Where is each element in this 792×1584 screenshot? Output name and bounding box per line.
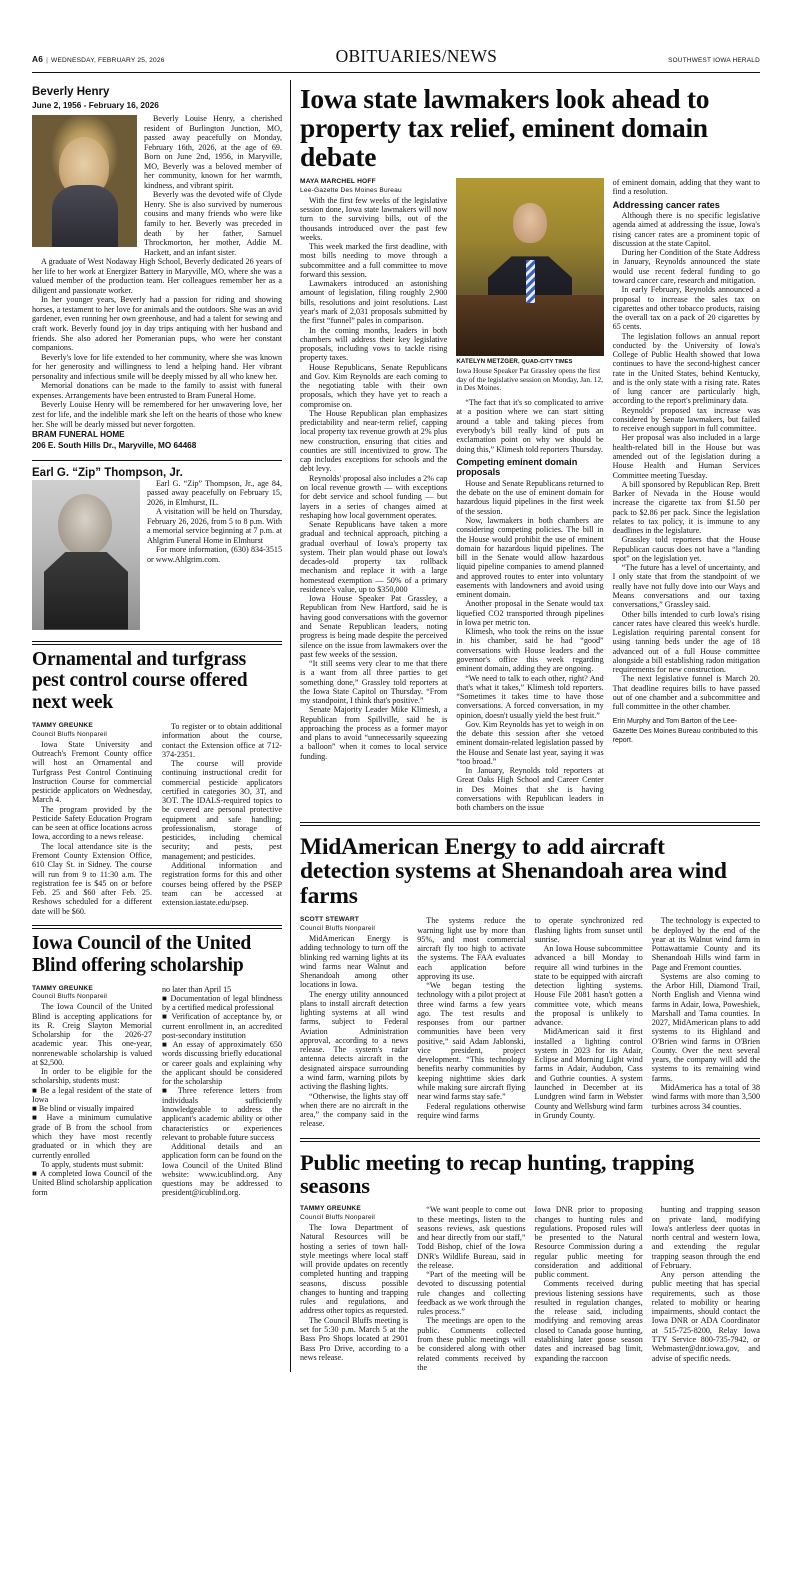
lead-col-2: [456, 178, 603, 813]
obit-paragraph: A graduate of West Nodaway High School, Beverly dedicated 26 years of her life to her work at Energizer Battery in Maryville, MO, where she was a valued member of the production team. Her colleagues remember her as a diligent and passionate worker.: [32, 257, 282, 295]
story-iowa-council-blind: [32, 933, 282, 1198]
story-paragraph: Federal regulations otherwise require wind farms: [417, 1101, 526, 1120]
byline: [300, 1205, 408, 1223]
story-paragraph: During her Condition of the State Address in January, Reynolds announced the state would use recent federal funding to go toward cancer care, research and mitigation.: [612, 248, 760, 285]
lead-col-1: [300, 178, 447, 813]
story-paragraph: The systems reduce the warning light use by more than 95%, and most commercial aircraft fly too high to activate the systems. The FAA evaluates each application before approving its use.: [417, 916, 526, 981]
story-paragraph: The legislation follows an annual report conducted by the University of Iowa's College of Public Health showed that Iowa continues to have the second-highest cancer rate in the United States, behind Kentucky, and is the only state with a rising rate. Rates of lung cancer are particularly high, according to the report's preliminary data.: [612, 331, 760, 406]
contributor-note: Erin Murphy and Tom Barton of the Lee-Gazette Des Moines Bureau contributed to this report.: [612, 718, 758, 744]
story-paragraph: Gov. Kim Reynolds has yet to weigh in on the debate this session after she vetoed eminent domain-related legislation passed by the House and Senate last year, saying it was “too broad.”: [456, 719, 604, 766]
story-paragraph: to operate synchronized red flashing lights from sunset until sunrise.: [534, 916, 643, 944]
story-bullet: ■ Verification of acceptance by, or current enrollment in, an accredited post-secondary institution: [162, 1012, 282, 1040]
story-paragraph: Additional details and an application form can be found on the Iowa Council of the United Blind website: www.icublind.org. Any questions may be addressed to president@icublind.org.: [162, 1142, 282, 1198]
story-paragraph: Reynolds' proposal also includes a 2% cap on local revenue growth — with exceptions for debt service and school funding — but layers in a series of changes aimed at reshaping how local government operates.: [300, 473, 448, 520]
mid-col-1: [300, 916, 408, 1128]
story-paragraph: “Otherwise, the lights stay off when there are no aircraft in the area,” the company said in the release.: [300, 1091, 409, 1129]
bottom-col-2: [417, 1205, 525, 1372]
story-paragraph: Comments received during previous listening sessions have resulted in regulation changes, the release said, including modifying and removing areas closed to Canada goose hunting, establishing later goose season dates and increased bag limit, expanding the raccoon: [534, 1279, 643, 1363]
story-paragraph: “The future has a level of uncertainty, and I only state that from the standpoint of we really have not fully dove into our Ways and Means conversations and our taxing conversations,” Grassley said.: [612, 563, 760, 610]
story-bullet: ■ An essay of approximately 650 words discussing briefly educational or career goals and explaining why the applicant should be considered for the scholarship: [162, 1040, 282, 1087]
story-paragraph: This week marked the first deadline, with most bills needing to move through a subcommittee and a full committee to move forward this session.: [300, 242, 448, 279]
story-headline: Iowa Council of the United Blind offering scholarship: [32, 932, 252, 976]
story-paragraph: The meetings are open to the public. Comments collected from these public meetings will be considered along with other related comments received by the: [417, 1316, 526, 1372]
story-paragraph: “We want people to come out to these meetings, listen to the seasons reviews, ask questions and hear directly from our staff,” Todd Bishop, chief of the Iowa DNR's Wildlife Bureau, said in the release.: [417, 1205, 526, 1270]
story-paragraph: The energy utility announced plans to install aircraft detection lighting systems at all wind farms, subject to Federal Aviation Administration approval, according to a news release. The system's radar antenna detects aircraft in the designated airspace surrounding a wind farm, warning pilots by activing the flashing lights.: [300, 989, 409, 1092]
story-paragraph: Klimesh, who took the reins on the issue in his chamber, said he had “good” conversations with House leaders and the governor's office this week regarding eminent domain, adding they are ongoing.: [456, 627, 604, 674]
story-paragraph: of eminent domain, adding that they want to find a resolution.: [612, 178, 760, 197]
story-bullet: ■ Be a legal resident of the state of Iowa: [32, 1085, 152, 1104]
story-paragraph: “We need to talk to each other, right? And that's what it takes,” Klimesh told reporters. “Sometimes it takes time to have those conversations. A forced conversation, in my opinion, doesn't usually yield the best fruit.”: [456, 673, 604, 720]
byline-source: Council Bluffs Nonpareil: [300, 925, 376, 933]
story-paragraph: In the coming months, leaders in both chambers will address their key legislative proposals, including vows to tackle rising property taxes.: [300, 325, 448, 363]
photo-credit-org: QUAD-CITY TIMES: [521, 359, 573, 365]
story-paragraph: With the first few weeks of the legislative session done, Iowa state lawmakers will now turn to the surviving bills, out of the thousands introduced over the past few weeks.: [300, 195, 448, 242]
story-paragraph: MidAmerican said it first installed a lighting control system in 2023 for its Adair, Eclipse and Morning Light wind farms in Adair, Audubon, Cass and Guthrie counties. A system launched in December at its Lundgren wind farm in Webster County and Wellsburg wind farm in Grundy County.: [534, 1027, 643, 1120]
obit-divider: [32, 460, 282, 461]
story-paragraph: “The fact that it's so complicated to arrive at a position where we can start sitting around a table and taking pieces from everybody's bill really kind of puts an exclamation point on why we should be doing this,” Klimesh told reporters Thursday.: [456, 398, 604, 454]
right-column: [300, 80, 760, 1372]
story-paragraph: In order to be eligible for the scholarship, students must:: [32, 1067, 152, 1086]
bottom-col-1: [300, 1205, 408, 1372]
byline-source: Council Bluffs Nonpareil: [32, 730, 108, 738]
obit-portrait-photo: [32, 115, 137, 247]
story-midamerican-energy: [300, 835, 760, 1129]
story-bullet: ■ Documentation of legal blindness by a certified medical professional: [162, 993, 282, 1013]
mid-col-3: [535, 916, 643, 1128]
column-divider: [290, 80, 291, 1372]
story-paragraph: “Part of the meeting will be devoted to discussing potential rule changes and collecting feedback as we work through the rules process.”: [417, 1270, 526, 1317]
lead-headline: Iowa state lawmakers look ahead to property tax relief, eminent domain debate: [300, 83, 710, 172]
story-paragraph: The Iowa Council of the United Blind is accepting applications for its R. Creig Slayton Memorial Scholarship for the 2026-27 academic year. This one-year, nonrenewable scholarship is valued at $2,500.: [32, 1002, 152, 1067]
story-bullet: ■ A completed Iowa Council of the United Blind scholarship application form: [32, 1169, 152, 1197]
story-paragraph: Iowa DNR prior to proposing changes to hunting rules and regulations. Proposed rules will be presented to the Natural Resource Commission during a regular public meeting for consideration and additional public comment.: [534, 1205, 643, 1280]
story-headline: Public meeting to recap hunting, trapping seasons: [300, 1149, 694, 1199]
byline: [32, 722, 152, 740]
byline-source: Council Bluffs Nonpareil: [300, 1214, 376, 1222]
story-paragraph: hunting and trapping season on private land, modifying Iowa's antlerless deer quotas in north central and western Iowa, and extending the regular trapping season through the end of February.: [651, 1205, 760, 1270]
issue-date: WEDNESDAY, FEBRUARY 25, 2026: [51, 57, 165, 64]
byline-source: Lee-Gazette Des Moines Bureau: [300, 186, 402, 194]
obit-paragraph: For more information, (630) 834-3515 or www.Ahlgrim.com.: [147, 545, 282, 564]
obit-dates: June 2, 1956 - February 16, 2026: [32, 100, 159, 110]
story-paragraph: The technology is expected to be deployed by the end of the year at its Walnut wind farm in Pottawattamie County and its Shenandoah Hills wind farm in Page and Fremont counties.: [651, 916, 760, 972]
story-paragraph: Her proposal was also included in a large health-related bill in the House but was amended out of the legislation during a House Health and Human Services Committee meeting Tuesday.: [612, 433, 760, 480]
story-paragraph: The House Republican plan emphasizes predictability and near-term relief, capping local property tax revenue growth at 2% plus new construction, ensuring that cities and counties are still incentivized to grow. The cap includes exceptions for schools and the debt levy.: [300, 408, 448, 474]
lead-col-3: [613, 178, 760, 813]
story-paragraph: Additional information and registration forms for this and other courses being offered by the PSEP team can be accessed at extension.iastate.edu/psep.: [162, 861, 282, 908]
byline-name: SCOTT STEWART: [300, 916, 360, 924]
section-divider: [300, 1138, 760, 1142]
story-paragraph: Lawmakers introduced an astonishing amount of legislation, filing roughly 2,900 bills, resolutions and joint resolutions. Last year's mark of 2,031 proposals submitted by the first “funnel” pales in comparison.: [300, 279, 448, 326]
story-paragraph: Although there is no specific legislative agenda aimed at addressing the issue, Iowa's rising cancer rates are a prominent topic of discussion at the state Capitol.: [612, 211, 760, 248]
story-paragraph: Any person attending the public meeting that has special requirements, such as those related to mobility or hearing impairments, should contact the Iowa DNR or ADA Coordinator at 515-725-8200, Relay Iowa TTY Service 800-735-7942, or Webmaster@dnr.iowa.gov, and advise of specific needs.: [651, 1270, 760, 1363]
story-paragraph: The program provided by the Pesticide Safety Education Program can be seen at office locations across Iowa, according to a news release.: [32, 804, 152, 842]
story-paragraph: To apply, students must submit:: [41, 1159, 144, 1169]
obit-paragraph: A visitation will be held on Thursday, February 26, 2026, from 5 to 8 p.m. With a memorial service beginning at 7 p.m. at Ahlgrim Funeral Home in Elmhurst: [147, 507, 282, 545]
story-paragraph: To register or to obtain additional information about the course, contact the Extension office at 712-374-2351.: [162, 722, 282, 759]
story-headline: MidAmerican Energy to add aircraft detection systems at Shenandoah area wind farms: [300, 833, 727, 910]
story-bullet: ■ Three reference letters from individuals sufficiently knowledgeable to address the applicant's academic ability or other characteristics or experiences relevant to probable future success: [162, 1086, 282, 1142]
story-lead-lawmakers: [300, 84, 760, 813]
story-paragraph: Iowa House Speaker Pat Grassley, a Republican from New Hartford, said he is having good conversations with the governor and Senate Republican leaders, noting progress is being made despite the perceived silence on the issue from lawmakers over the past few weeks of the session.: [300, 594, 448, 659]
story-ornamental-turfgrass: [32, 649, 282, 916]
obituary-beverly-henry: [32, 86, 282, 452]
story-paragraph: no later than April 15: [162, 984, 232, 994]
obit-paragraph: Beverly's love for life extended to her community, where she was known for her generosity and willingness to lend a helping hand. Her vibrant personality and infectious smile will be deeply missed by all who knew her.: [32, 352, 282, 381]
section-title: OBITUARIES/NEWS: [335, 46, 498, 66]
mid-col-2: [417, 916, 525, 1128]
byline: [32, 985, 152, 1003]
masthead: [32, 0, 760, 67]
publication-name: SOUTHWEST IOWA HERALD: [668, 57, 760, 64]
story-public-meeting-hunting: [300, 1151, 760, 1372]
photo-caption: Iowa House Speaker Pat Grassley opens the first day of the legislative session on Monday, Jan. 12, in Des Moines.: [456, 366, 604, 393]
subhead-cancer-rates: Addressing cancer rates: [612, 199, 720, 210]
obit-paragraph: Memorial donations can be made to the family to assist with funeral expenses. Arrangements have been entrusted to Bram Funeral Home.: [32, 381, 282, 400]
story-paragraph: “It still seems very clear to me that there is a want from all three parties to get something done,” Grassley told reporters at the Iowa State Capitol on Thursday. “From my standpoint, I think that's positive.”: [300, 659, 448, 706]
story-paragraph: A bill sponsored by Republican Rep. Brett Barker of Nevada in the House would increase the cigarette tax from $1.50 per pack to $2.86 per pack. Since the legislation relates to tax policy, it is immune to any deadlines in the legislature.: [612, 479, 760, 536]
obit-portrait-photo: [32, 480, 140, 630]
story-paragraph: The Council Bluffs meeting is set for 5:30 p.m. March 5 at the Bass Pro Shops located at 2901 Bass Pro Drive, according to a news release.: [300, 1315, 409, 1362]
story-paragraph: The course will provide continuing instructional credit for commercial pesticide applicators certified in categories 3O, 3T, and 3OT. The IDALS-required topics to be covered are personal protective equipment and safe handling; professionalism, storage of pesticides, including chemical security; and pests, pest management; and pesticides.: [162, 759, 282, 861]
byline-name: TAMMY GREUNKE: [300, 1205, 361, 1213]
obit-name: Earl G. “Zip” Thompson, Jr.: [32, 466, 183, 479]
obit-paragraph: Earl G. “Zip” Thompson, Jr., age 84, passed away peacefully on February 15, 2026, in Elmhurst, IL.: [147, 478, 282, 507]
story-paragraph: Reynolds' proposed tax increase was considered by Senate lawmakers, but failed to receive enough support in full committee.: [612, 405, 760, 434]
byline-name: MAYA MARCHEL HOFF: [300, 178, 376, 185]
story-paragraph: Systems are also coming to the Arbor Hill, Diamond Trail, North English and Vienna wind farms in Adair, Iowa, Poweshiek, Marshall and Tama counties. In 2027, MidAmerican plans to add systems to its Highland and O'Brien wind farms in O'Brien County. Over the next several years, the company will add the systems to its remaining wind farms.: [651, 971, 760, 1083]
story-paragraph: “We began testing the technology with a pilot project at three wind farms a few years ago. The test results and responses from our partner communities have been very positive,” said Adam Jablonski, vice president, project development. “This technology benefits nearby communities by keeping nighttime skies dark while making sure aircraft flying near wind farms stay safe.”: [417, 981, 526, 1102]
story-paragraph: MidAmerican Energy is adding technology to turn off the blinking red warning lights at its wind farms near Walnut and Shenandoah among other locations in Iowa.: [300, 934, 409, 990]
funeral-home-address: 206 E. South Hills Dr., Maryville, MO 64468: [32, 441, 197, 451]
funeral-home-name: BRAM FUNERAL HOME: [32, 430, 125, 440]
byline-source: Council Bluffs Nonpareil: [32, 993, 108, 1001]
story-paragraph: House and Senate Republicans returned to the debate on the use of eminent domain for hazardous liquid pipelines in the first week of the session.: [456, 478, 604, 516]
byline-name: TAMMY GREUNKE: [32, 722, 93, 730]
story-paragraph: House Republicans, Senate Republicans and Gov. Kim Reynolds are each coming to the negotiating table with their own proposals, which they have yet to reach a compromise on.: [300, 362, 448, 409]
story-paragraph: In early February, Reynolds announced a proposal to increase the sales tax on cigarettes and other tobacco products, raising the overall tax on a pack of 20 cigarettes by 65 cents.: [612, 285, 760, 332]
photo-credit: KATELYN METZGER, QUAD-CITY TIMES: [456, 358, 573, 365]
masthead-rule: [32, 72, 760, 73]
section-divider: [32, 641, 282, 645]
byline: [300, 916, 408, 934]
story-paragraph: Other bills intended to curb Iowa's rising cancer rates have cleared this week's hurdle. Legislation requiring parental consent for using tanning beds under the age of 18 advanced out of a full House committee alongside a bill establishing radon mitigation requirements for new construction.: [612, 609, 760, 675]
obituary-earl-thompson: [32, 467, 282, 632]
section-divider: [32, 925, 282, 929]
story-paragraph: MidAmerica has a total of 38 wind farms with more than 3,500 turbines across 34 counties.: [651, 1083, 760, 1111]
story-paragraph: Another proposal in the Senate would tax liquefied CO2 transported through pipelines in Iowa per metric ton.: [456, 599, 604, 627]
story-paragraph: The local attendance site is the Fremont County Extension Office, 610 Clay St. in Sidney. The course will run from 9 to 11:30 a.m. The registration fee is $45 on or before Feb. 25 and $60 after Feb. 25. Reshows scheduled for a different date will be $60.: [32, 841, 152, 916]
obit-name: Beverly Henry: [32, 86, 110, 98]
lead-photo: [456, 178, 603, 356]
byline: [300, 178, 447, 196]
story-paragraph: Now, lawmakers in both chambers are considering competing policies. The bill in the House would prohibit the use of eminent domain for hazardous liquid pipelines. The bill in the Senate would allow hazardous liquid pipeline companies to amend planned and approved routes to enter into voluntary easements with landowners and avoid using eminent domain.: [456, 516, 604, 600]
story-headline: Ornamental and turfgrass pest control course offered next week: [32, 648, 248, 714]
obit-paragraph: In her younger years, Beverly had a passion for riding and showing horses, a testament to her love for animals and the outdoors. She was an avid gardener, even running her own greenhouse, and had a talent for sewing and craft work. Beverly found joy in day trips antiquing with her husband and friends. She also adored her Pomeranian pups, who were her constant companions.: [32, 295, 282, 353]
byline-name: TAMMY GREUNKE: [32, 984, 93, 992]
bottom-col-4: [652, 1205, 760, 1372]
subhead-eminent-domain: Competing eminent domain proposals: [456, 456, 578, 478]
story-paragraph: The Iowa Department of Natural Resources will be hosting a series of town hall-style meetings where local staff will provide updates on recently completed hunting and trapping seasons, discuss possible changes to hunting and trapping rules and regulations, and address other topics as requested.: [300, 1223, 409, 1316]
story-paragraph: In January, Reynolds told reporters at Great Oaks High School and Career Center in Des Moines that she is having conversations with Republican leaders in both chambers on the issue: [456, 766, 604, 813]
obit-paragraph: Beverly Louise Henry, a cherished resident of Burlington Junction, MO, passed away peacefully on Monday, February 16th, 2026, at the age of 69. Born on June 2nd, 1956, in Maryville, MO, Beverly was a beloved member of her community, known for her warmth, kindness, and vibrant spirit.: [144, 114, 282, 190]
masthead-left: A6 | WEDNESDAY, FEBRUARY 25, 2026: [32, 54, 165, 64]
story-paragraph: Senate Republicans have taken a more gradual and technical approach, pitching a gradual overhaul of Iowa's property tax system. Their plan would phase out Iowa's decades-old property tax rollback mechanism and replace it with a large homestead exemption — 50% of a primary residence's value, up to $350,000: [300, 520, 448, 594]
bottom-col-3: [535, 1205, 643, 1372]
story-paragraph: Iowa State University and Outreach's Fremont County office will host an Ornamental and Turfgrass Pest Control Continuing Instruction Course for commercial pesticide applicators on Wednesday, March 4.: [32, 739, 152, 805]
section-divider: [300, 822, 760, 826]
story-paragraph: Senate Majority Leader Mike Klimesh, a Republican from Spillville, said he is approaching the process as a former mayor and plans to avoid “unnecessarily squeezing a balloon” when it comes to local service funding.: [300, 705, 448, 761]
story-paragraph: An Iowa House subcommittee advanced a bill Monday to require all wind turbines in the state to be equipped with aircraft detection lighting systems. House File 2081 hasn't gotten a committee vote, which means the proposal is unlikely to advance.: [534, 944, 643, 1028]
story-bullet: ■ Have a minimum cumulative grade of B from the school from which they have most recently graduated or in which they are currently enrolled: [32, 1113, 152, 1160]
story-paragraph: The next legislative funnel is March 20. That deadline requires bills to have passed out of one chamber and a subcommittee and full committee in the other chamber.: [612, 674, 760, 712]
story-bullet: ■ Be blind or visually impaired: [32, 1104, 134, 1114]
left-column: [32, 80, 282, 1372]
photo-credit-name: KATELYN METZGER: [456, 358, 518, 365]
mid-col-4: [652, 916, 760, 1128]
obit-paragraph: Beverly Louise Henry will be remembered for her unwavering love, her zest for life, and the indelible mark she left on the hearts of those who knew her. She will be dearly missed but never forgotten.: [32, 400, 282, 429]
page-number: A6: [32, 54, 44, 64]
story-paragraph: Grassley told reporters that the House Republican caucus does not have a “landing spot” on the legislation yet.: [612, 535, 760, 563]
obit-paragraph: Beverly was the devoted wife of Clyde Henry. She is also survived by numerous cousins and many friends who were like family to her. Beverly was preceded in death by her father, Samuel Throckmorton, her mother, Addie M. Hackett, and an infant sister.: [144, 190, 282, 257]
